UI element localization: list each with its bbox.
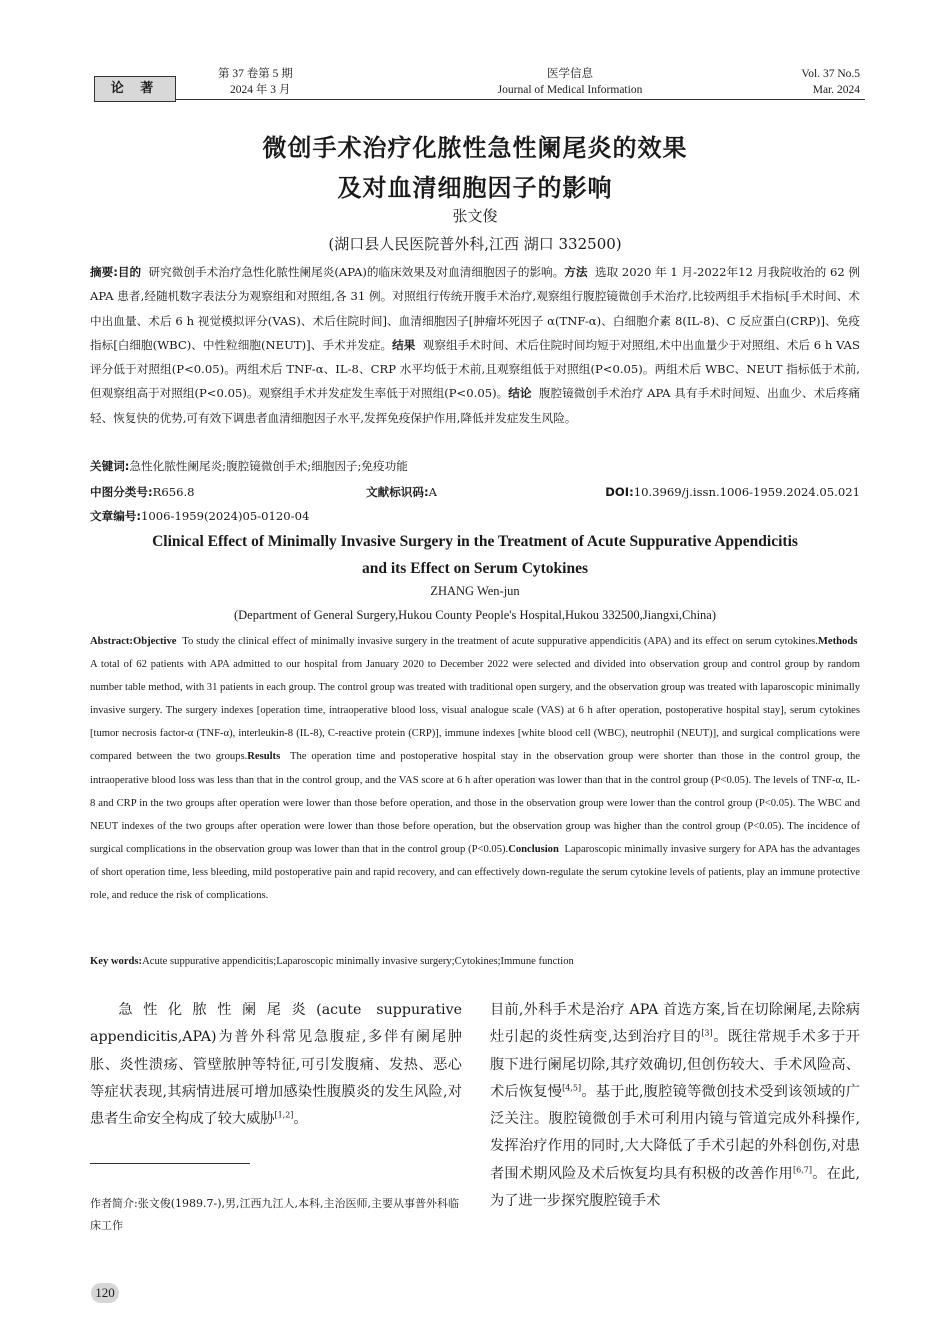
body-left-text: 急性化脓性阑尾炎(acute suppurative appendicitis,APA)为普外科常见急腹症,多伴有阑尾肿胀、炎性溃疡、管壁脓肿等特征,可引发腹痛、发热、恶心等症状表现,其病情进展可增加感染性腹膜炎的发生风险,对患者生命安全构成了较大威胁: [90, 1002, 462, 1128]
body-right-p3: 。基于此,腹腔镜等微创技术受到该领域的广泛关注。腹腔镜微创手术可利用内镜与管道完成外科操作,发挥治疗作用的同时,大大降低了手术引起的外科创伤,对患者围术期风险及术后恢复均具有积极的改善作用: [490, 1083, 860, 1182]
title-cn-line1: 微创手术治疗化脓性急性阑尾炎的效果: [262, 134, 688, 162]
citation-4-5: [4,5]: [562, 1083, 582, 1093]
citation-1-2: [1,2]: [274, 1110, 294, 1120]
author-footnote: 作者简介:张文俊(1989.7-),男,江西九江人,本科,主治医师,主要从事普外科临床工作: [90, 1197, 459, 1232]
affiliation-cn: (湖口县人民医院普外科,江西 湖口 332500): [328, 235, 622, 253]
objective-en-label: Objective: [132, 636, 177, 647]
title-cn-line2: 及对血清细胞因子的影响: [337, 174, 613, 202]
author-cn: 张文俊: [452, 207, 498, 225]
clc-label: 中图分类号:: [90, 485, 153, 499]
title-en-line2: and its Effect on Serum Cytokines: [361, 560, 589, 577]
keywords-en-label: Key words:: [90, 956, 143, 967]
results-text: 观察组手术时间、术后住院时间均短于对照组,术中出血量少于对照组、术后 6 h VAS 评分低于对照组(P<0.05)。两组术后 TNF-α、IL-8、CRP 水平均低于术前,且观察组低于对照组(P<0.05)。两组术后 WBC、NEUT 指标低于术前,但观察组高于对照组(P<0.05)。观察组手术并发症发生率低于对照组(P<0.05)。: [90, 337, 860, 401]
abstract-cn: [90, 260, 860, 430]
results-en-text: The operation time and postoperative hospital stay in the observation group were shorter than those in the control group, the intraoperative blood loss was less than that in the control group, and the VAS score at 6 h after operation was lower than that in the control group (P<0.05). The levels of TNF-α, IL-8 and CRP in the two groups after operation were lower than those before operation, and those in the observation group were lower than the control group (P<0.05). The WBC and NEUT indexes of the two groups after operation were lower than those before operation, but the observation group was higher than the control group (P<0.05). The incidence of surgical complications in the observation group was lower than that in the control group (P<0.05).: [90, 751, 860, 855]
objective-text: 研究微创手术治疗急性化脓性阑尾炎(APA)的临床效果及对血清细胞因子的影响。: [148, 265, 565, 279]
methods-en-text: A total of 62 patients with APA admitted to our hospital from January 2020 to December 2022 were selected and divided into observation group and control group by random number table method, with 31 patients in each group. The control group was treated with traditional open surgery, and the observation group was treated with laparoscopic minimally invasive surgery. The surgery indexes [operation time, intraoperative blood loss, visual analogue scale (VAS) at 6 h after operation, postoperative hospital stay], serum cytokines [tumor necrosis factor-α (TNF-α), interleukin-8 (IL-8), C-reactive protein (CRP)], immune indexes [white blood cell (WBC), neutrophil (NEUT)], and surgical complications were compared between the two groups.: [90, 659, 861, 763]
body-left-column: [90, 997, 462, 1133]
article-no-label: 文章编号:: [90, 509, 142, 523]
journal-en: Journal of Medical Information: [497, 84, 643, 96]
column-label: 论 著: [94, 76, 176, 102]
date-en: Mar. 2024: [812, 84, 860, 96]
citation-3: [3]: [701, 1028, 713, 1038]
abstract-cn-label: 摘要:: [90, 265, 118, 279]
article-no-value: 1006-1959(2024)05-0120-04: [141, 509, 310, 523]
body-right-p1: 目前,外科手术是治疗 APA 首选方案,旨在切除阑尾,去除病灶引起的炎性病变,达到治疗目的: [490, 1002, 860, 1046]
footnote-rule: [90, 1163, 250, 1164]
keywords-cn-value: 急性化脓性阑尾炎;腹腔镜微创手术;细胞因子;免疫功能: [129, 459, 408, 473]
page-number: 120: [91, 1283, 119, 1303]
keywords-cn-label: 关键词:: [90, 459, 130, 473]
body-right-p2: 。既往常规手术多于开腹下进行阑尾切除,其疗效确切,但创伤较大、手术风险高、术后恢复慢: [490, 1029, 860, 1100]
conclusion-en-label: Conclusion: [508, 843, 559, 855]
document-code: [366, 482, 437, 502]
clc-value: R656.8: [152, 485, 195, 499]
results-en-label: Results: [247, 751, 281, 763]
conclusion-label: 结论: [508, 386, 532, 401]
objective-en-text: To study the clinical effect of minimally invasive surgery in the treatment of acute suppurative appendicitis (APA) and its effect on serum cytokines.: [182, 636, 818, 647]
objective-label: 目的: [117, 265, 142, 279]
methods-label: 方法: [564, 265, 588, 279]
doi-value: 10.3969/j.issn.1006-1959.2024.05.021: [633, 485, 860, 499]
article-number: [90, 506, 309, 526]
author-en: ZHANG Wen-jun: [430, 584, 520, 598]
abstract-en-label: Abstract:: [90, 636, 133, 647]
date-cn: 2024 年 3 月: [230, 84, 291, 96]
citation-6-7: [6,7]: [792, 1165, 812, 1175]
doc-code-value: A: [428, 485, 437, 499]
volume-cn: 第 37 卷第 5 期: [218, 68, 293, 80]
body-right-column: [490, 997, 860, 1215]
header-rule: [176, 99, 865, 100]
keywords-cn: [90, 456, 408, 476]
methods-text: 选取 2020 年 1 月-2022年12 月我院收治的 62 例 APA 患者,经随机数字表法分为观察组和对照组,各 31 例。对照组行传统开腹手术治疗,观察组行腹腔镜微创手术治疗,比较两组手术指标[手术时间、术中出血量、术后 6 h 视觉模拟评分(VAS)、术后住院时间]、血清细胞因子[肿瘤坏死因子 α(TNF-α)、白细胞介素 8(IL-8)、C 反应蛋白(CRP)]、免疫指标[白细胞(WBC)、中性粒细胞(NEUT)]、手术并发症。: [90, 265, 861, 352]
doi: [560, 482, 860, 502]
conclusion-en-text: Laparoscopic minimally invasive surgery for APA has the advantages of short operation time, less bleeding, mild postoperative pain and rapid recovery, and can effectively down-regulate the serum cytokine levels of patients, play an immune protective role, and reduce the risk of complications.: [90, 843, 860, 902]
volume-en: Vol. 37 No.5: [801, 68, 860, 80]
body-right-p4: 。在此,为了进一步探究腹腔镜手术: [490, 1165, 860, 1210]
keywords-en-value: Acute suppurative appendicitis;Laparoscopic minimally invasive surgery;Cytokines;Immune function: [142, 956, 574, 967]
abstract-en: [90, 630, 860, 907]
title-en-line1: Clinical Effect of Minimally Invasive Surgery in the Treatment of Acute Suppurative Appendicitis: [152, 533, 798, 550]
journal-cn: 医学信息: [547, 68, 593, 80]
affiliation-en: (Department of General Surgery,Hukou County People's Hospital,Hukou 332500,Jiangxi,China): [233, 608, 717, 622]
conclusion-text: 腹腔镜微创手术治疗 APA 具有手术时间短、出血少、术后疼痛轻、恢复快的优势,可有效下调患者血清细胞因子水平,发挥免疫保护作用,降低并发症发生风险。: [90, 386, 860, 425]
clc-number: [90, 482, 195, 502]
results-label: 结果: [392, 337, 416, 352]
body-left-end: 。: [293, 1111, 308, 1128]
doi-label: DOI:: [605, 485, 634, 499]
methods-en-label: Methods: [817, 636, 858, 647]
doc-code-label: 文献标识码:: [366, 485, 429, 499]
keywords-en: [90, 950, 860, 973]
